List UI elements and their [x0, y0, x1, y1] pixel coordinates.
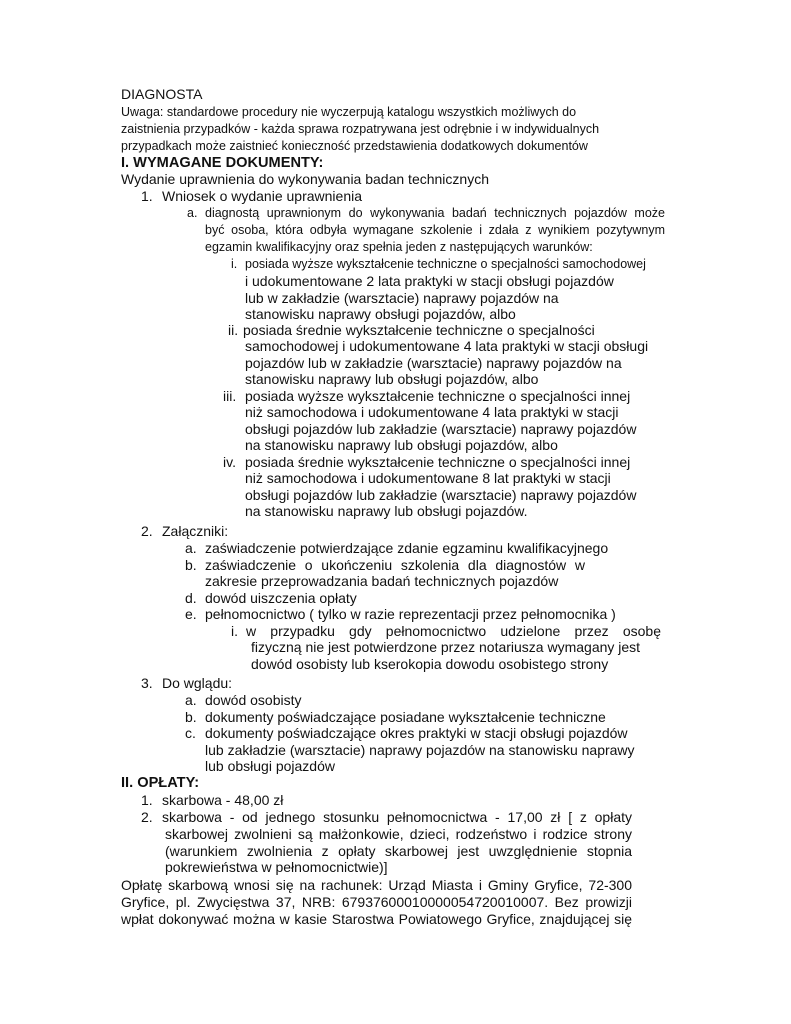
list-letter: b. — [185, 557, 197, 573]
roman-numeral: ii. — [228, 322, 239, 338]
paragraph-line: posiada średnie wykształcenie techniczne o specjalności — [243, 322, 595, 338]
paragraph-line: fizyczną nie jest potwierdzone przez notariusza wymagany jest — [251, 639, 641, 655]
document-title: DIAGNOSTA — [121, 86, 203, 102]
list-letter: c. — [185, 725, 196, 741]
paragraph-line: w przypadku gdy pełnomocnictwo udzielone przez osobę — [246, 623, 661, 639]
list-letter: b. — [185, 709, 197, 725]
list-letter: a. — [187, 206, 198, 220]
paragraph-line: lub obsługi pojazdów — [205, 758, 335, 774]
roman-numeral: iii. — [223, 388, 237, 404]
paragraph-line: stanowisku naprawy obsługi pojazdów, albo — [245, 306, 516, 322]
paragraph-line: zaświadczenie o ukończeniu szkolenia dla diagnostów w — [205, 557, 585, 573]
paragraph-line: wpłat dokonywać można w kasie Starostwa Powiatowego Gryfice, znajdującej się — [121, 911, 632, 927]
list-item-text: pełnomocnictwo ( tylko w razie reprezentacji przez pełnomocnika ) — [205, 606, 616, 622]
paragraph-line: na stanowisku naprawy lub obsługi pojazdów. — [245, 503, 528, 519]
paragraph-line: samochodowej i udokumentowane 4 lata praktyki w stacji obsługi — [245, 338, 649, 354]
paragraph-line: (warunkiem zwolnienia z opłaty skarbowej jest uwzględnienie stopnia — [165, 843, 632, 859]
list-number: 2. — [141, 809, 153, 825]
paragraph-line: i udokumentowane 2 lata praktyki w stacji obsługi pojazdów — [245, 273, 614, 289]
roman-numeral: iv. — [223, 454, 236, 470]
list-item-text: dokumenty poświadczające posiadane wykształcenie techniczne — [205, 709, 606, 725]
roman-numeral: i. — [231, 257, 238, 271]
note-line: przypadkach może zaistnieć konieczność przedstawienia dodatkowych dokumentów — [121, 139, 588, 153]
paragraph-line: pojazdów lub w zakładzie (warsztacie) naprawy pojazdów na — [245, 355, 622, 371]
paragraph-line: egzamin kwalifikacyjny oraz spełnia jeden z następujących warunków: — [205, 240, 593, 254]
paragraph-line: posiada wyższe wykształcenie techniczne o specjalności samochodowej — [245, 257, 646, 271]
paragraph-line: posiada średnie wykształcenie techniczne o specjalności innej — [245, 454, 631, 470]
list-number: 1. — [141, 188, 153, 204]
paragraph-line: Gryfice, pl. Zwycięstwa 37, NRB: 67937600010000054720010007. Bez prowizji — [121, 894, 632, 910]
paragraph-line: Opłatę skarbową wnosi się na rachunek: Urząd Miasta i Gminy Gryfice, 72-300 — [121, 877, 632, 893]
list-item-text: dowód uiszczenia opłaty — [205, 590, 357, 606]
paragraph-line: obsługi pojazdów lub zakładzie (warsztacie) naprawy pojazdów — [245, 421, 637, 437]
list-number: 1. — [141, 792, 153, 808]
roman-numeral: i. — [231, 623, 238, 639]
paragraph-line: stanowisku naprawy lub obsługi pojazdów, albo — [245, 371, 539, 387]
list-item-text: dowód osobisty — [205, 692, 302, 708]
paragraph-line: dowód osobisty lub kserokopia dowodu osobistego strony — [251, 656, 609, 672]
list-item-text: Załączniki: — [162, 523, 229, 539]
paragraph-line: zakresie przeprowadzania badań technicznych pojazdów — [205, 573, 559, 589]
list-item-text: Do wglądu: — [162, 675, 233, 691]
paragraph-line: obsługi pojazdów lub zakładzie (warsztacie) naprawy pojazdów — [245, 487, 637, 503]
paragraph-line: pokrewieństwa w pełnomocnictwie)] — [165, 859, 388, 875]
list-letter: a. — [185, 692, 197, 708]
list-letter: e. — [185, 606, 197, 622]
paragraph-line: posiada wyższe wykształcenie techniczne o specjalności innej — [245, 388, 631, 404]
list-item-text: zaświadczenie potwierdzające zdanie egzaminu kwalifikacyjnego — [205, 540, 609, 556]
list-number: 2. — [141, 523, 153, 539]
paragraph-line: na stanowisku naprawy lub obsługi pojazdów, albo — [245, 437, 558, 453]
note-line: zaistnienia przypadków - każda sprawa rozpatrywana jest odrębnie i w indywidualnych — [121, 122, 600, 136]
paragraph-line: niż samochodowa i udokumentowane 4 lata praktyki w stacji — [245, 404, 619, 420]
list-item-text: Wniosek o wydanie uprawnienia — [162, 188, 362, 204]
paragraph-line: niż samochodowa i udokumentowane 8 lat praktyki w stacji — [245, 470, 611, 486]
paragraph-line: skarbowa - od jednego stosunku pełnomocnictwa - 17,00 zł [ z opłaty — [162, 809, 632, 825]
paragraph-line: lub w zakładzie (warsztacie) naprawy pojazdów na — [245, 290, 559, 306]
paragraph-line: lub zakładzie (warsztacie) naprawy pojazdów na stanowisku naprawy — [205, 742, 635, 758]
list-number: 3. — [141, 675, 153, 691]
section-heading-documents: I. WYMAGANE DOKUMENTY: — [121, 155, 324, 171]
list-letter: a. — [185, 540, 197, 556]
paragraph-line: skarbowej zwolnieni są małżonkowie, dzieci, rodzeństwo i rodzice strony — [165, 826, 632, 842]
paragraph-line: diagnostą uprawnionym do wykonywania badań technicznych pojazdów może — [205, 206, 665, 220]
note-line: Uwaga: standardowe procedury nie wyczerpują katalogu wszystkich możliwych do — [121, 105, 577, 119]
paragraph-line: dokumenty poświadczające okres praktyki w stacji obsługi pojazdów — [205, 725, 628, 741]
section-subtitle: Wydanie uprawnienia do wykonywania badan technicznych — [121, 171, 489, 187]
paragraph-line: być osoba, która odbyła wymagane szkolenie i zdała z wynikiem pozytywnym — [205, 223, 665, 237]
list-letter: d. — [185, 590, 197, 606]
section-heading-fees: II. OPŁATY: — [121, 775, 200, 791]
list-item-text: skarbowa - 48,00 zł — [162, 792, 284, 808]
